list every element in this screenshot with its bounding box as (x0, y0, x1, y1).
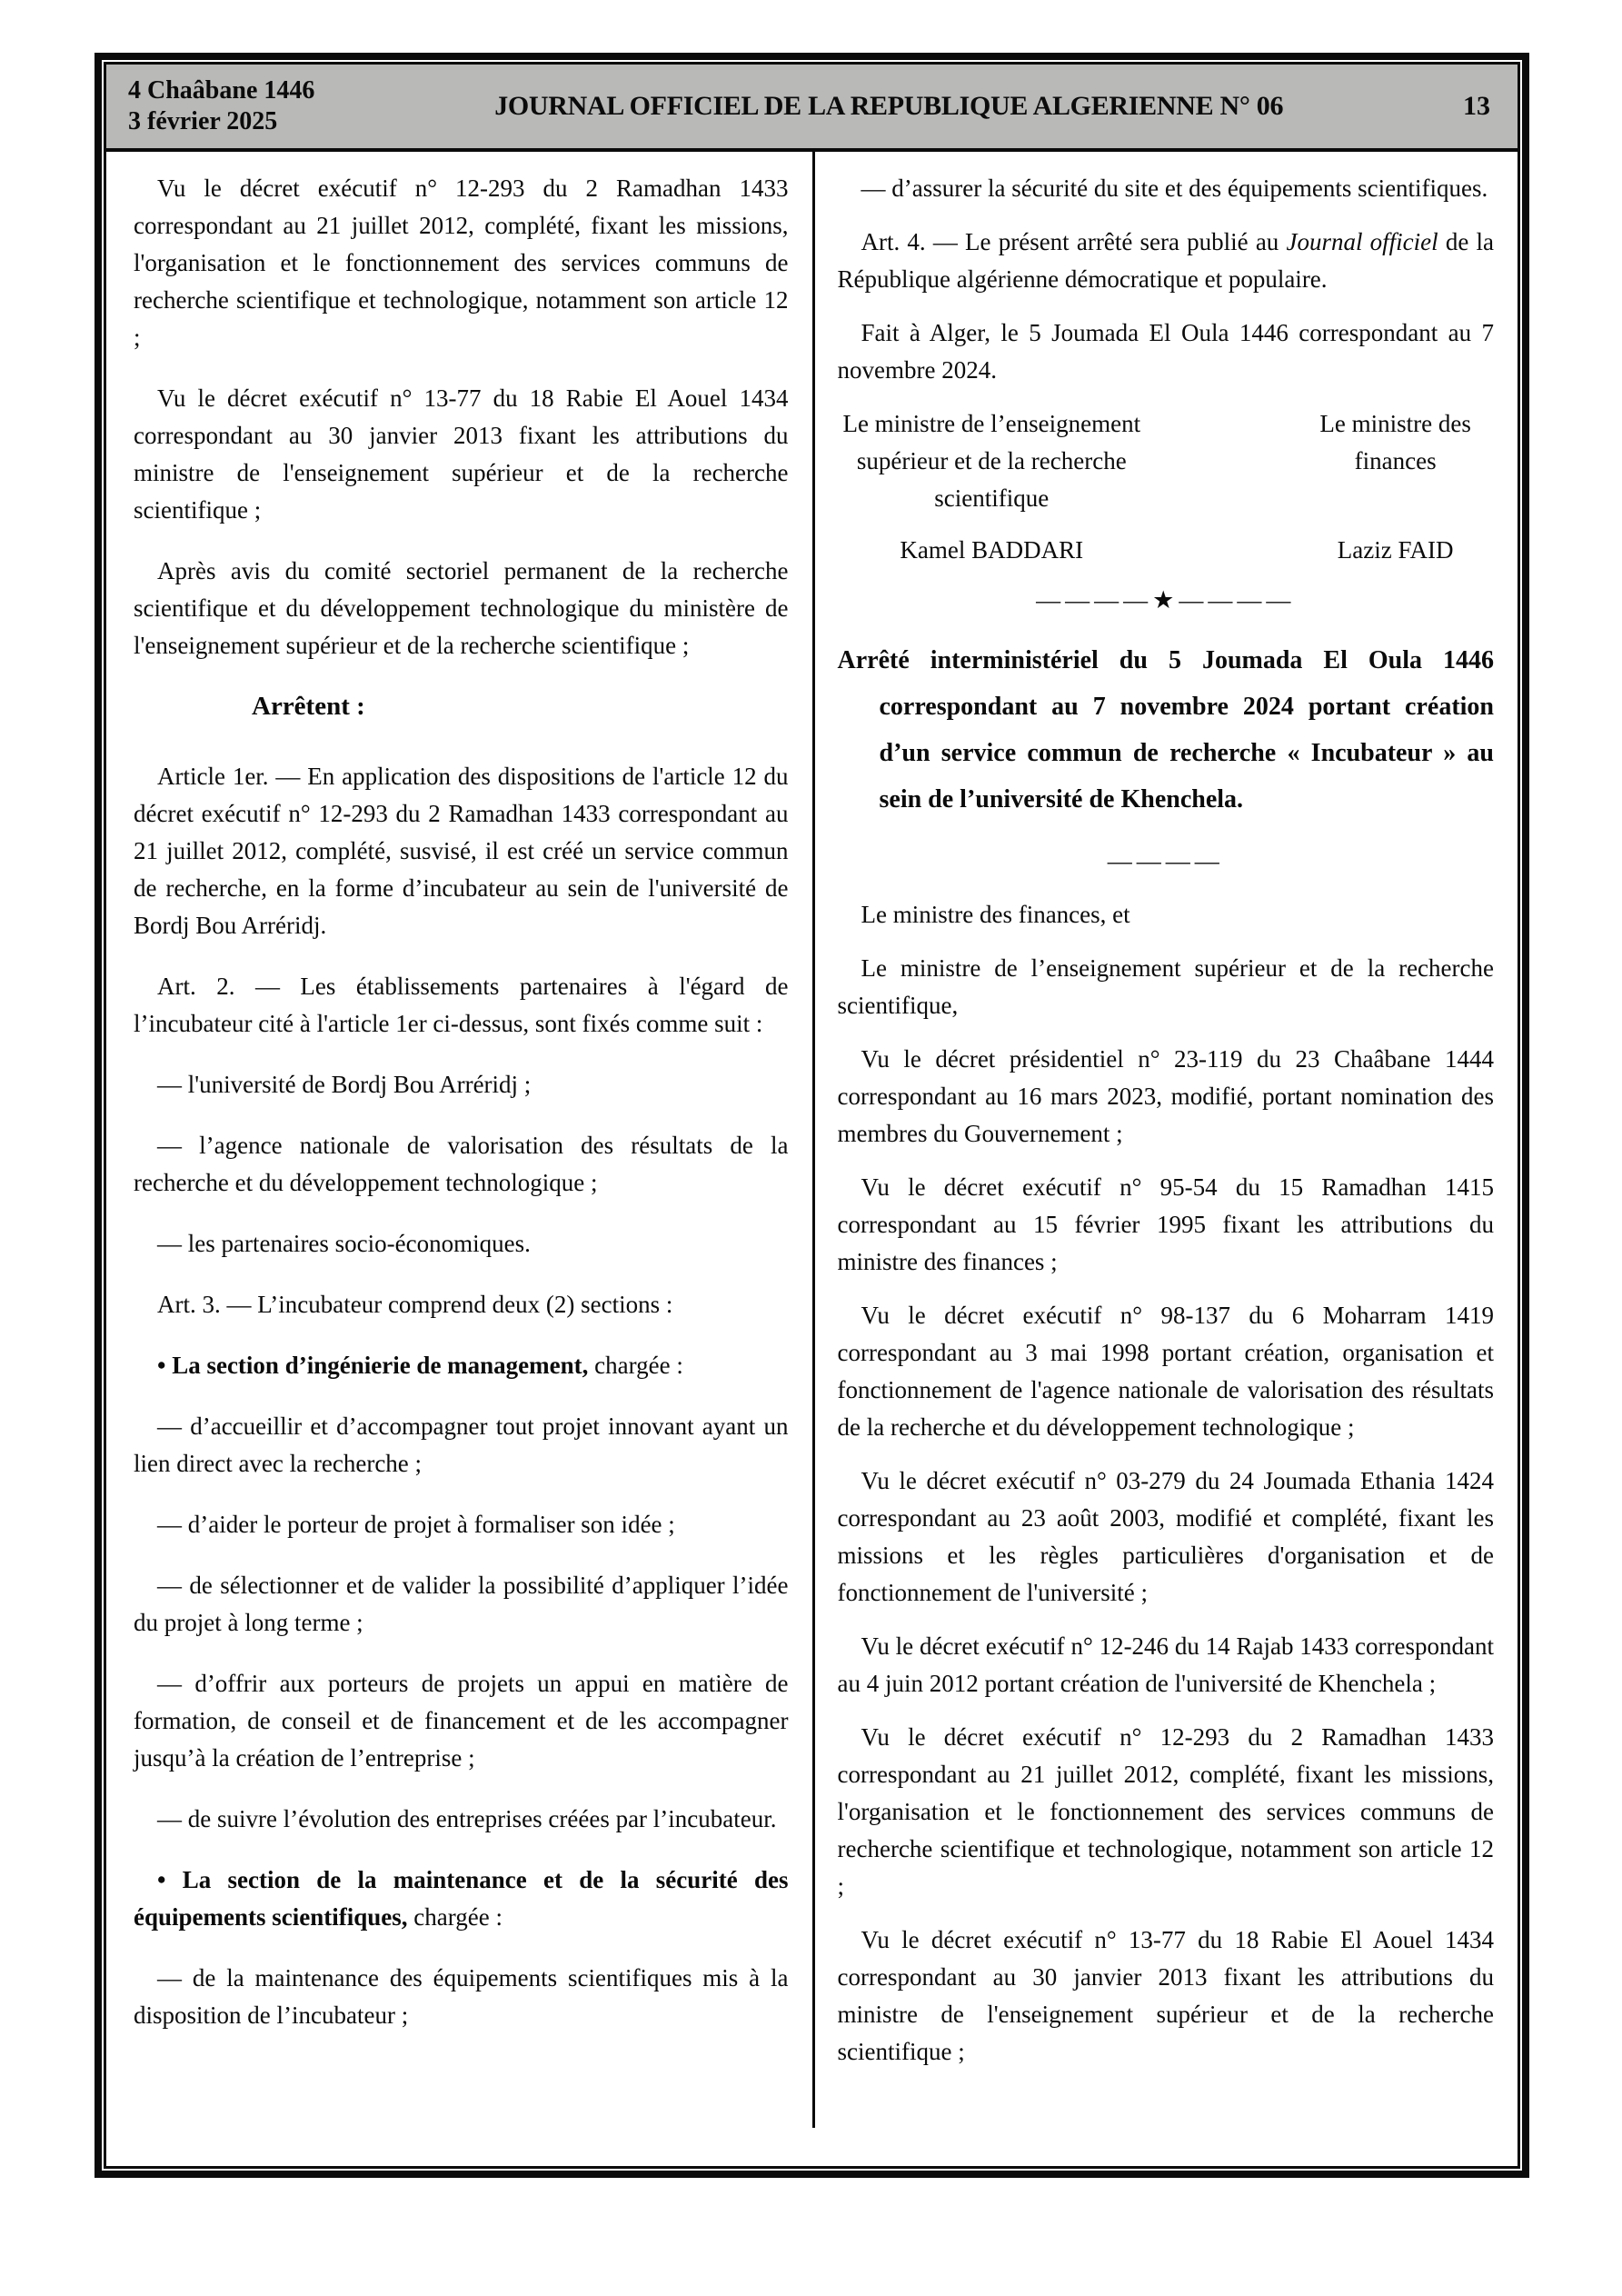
paragraph-section-maintenance: • La section de la maintenance et de la sécurité des équipements scientifiques, chargée : (134, 1866, 789, 1931)
signature-titles-left: Le ministre de l’enseignement supérieur et de la recherche scientifique (842, 410, 1141, 512)
page-content (106, 152, 1518, 2166)
paragraph-apres-avis: Après avis du comité sectoriel permanent de la recherche scientifique et du développement technologique du ministère de l'enseignement supérieur et de la recherche scientifique ; (134, 557, 789, 659)
page-frame (95, 53, 1529, 2178)
paragraph-vu-12-293-bis: Vu le décret exécutif n° 12-293 du 2 Ramadhan 1433 correspondant au 21 juillet 2012, complété, fixant les missions, l'organisation et le fonctionnement des services communs de recherche scientifique et technologique, notamment son article 12 ; (837, 1723, 1494, 1900)
heading-arretent: Arrêtent : (252, 692, 365, 721)
paragraph-article-1er: Article 1er. — En application des dispositions de l'article 12 du décret exécutif n° 12-293 du 2 Ramadhan 1433 correspondant au 21 juillet 2012, complété, susvisé, il est créé un service commun de recherche, en la forme d’incubateur au sein de l'université de Bordj Bou Arréridj. (134, 763, 789, 939)
signature-names (838, 532, 1495, 569)
paragraph-vu-98-137: Vu le décret exécutif n° 98-137 du 6 Moharram 1419 correspondant au 3 mai 1998 portant création, organisation et fonctionnement de l'agence nationale de valorisation des résultats de la recherche et du développement technologique ; (837, 1302, 1494, 1441)
list-item-offrir: — d’offrir aux porteurs de projets un appui en matière de formation, de conseil et de financement et de les accompagner jusqu’à la création de l’entreprise ; (134, 1670, 789, 1772)
left-column (106, 152, 812, 2166)
header-bar (106, 65, 1518, 152)
paragraph-vu-12-246: Vu le décret exécutif n° 12-246 du 14 Rajab 1433 correspondant au 4 juin 2012 portant création de l'université de Khenchela ; (837, 1632, 1494, 1697)
journal-title: JOURNAL OFFICIEL DE LA REPUBLIQUE ALGERIENNE N° 06 (494, 91, 1284, 121)
list-item-maintenance: — de la maintenance des équipements scientifiques mis à la disposition de l’incubateur ; (134, 1964, 789, 2029)
paragraph-section-ingenierie: • La section d’ingénierie de management, chargée : (157, 1352, 683, 1379)
paragraph-art-4: Art. 4. — Le présent arrêté sera publié au Journal officiel de la République algérienne démocratique et populaire. (837, 228, 1494, 293)
header-date-hijri: 4 Chaâbane 1446 (128, 76, 315, 105)
paragraph-vu-95-54: Vu le décret exécutif n° 95-54 du 15 Ramadhan 1415 correspondant au 15 février 1995 fixant les attributions du ministre des finances ; (837, 1173, 1494, 1275)
paragraph-vu-13-77-bis: Vu le décret exécutif n° 13-77 du 18 Rabie El Aouel 1434 correspondant au 30 janvier 2013 fixant les attributions du ministre de l'enseignement supérieur et de la recherche scientifique ; (837, 1926, 1494, 2065)
signature-titles (838, 405, 1495, 517)
page-number: 13 (1463, 91, 1490, 121)
list-item-accueillir: — d’accueillir et d’accompagner tout projet innovant ayant un lien direct avec la recherche ; (134, 1413, 789, 1477)
paragraph-vu-03-279: Vu le décret exécutif n° 03-279 du 24 Joumada Ethania 1424 correspondant au 23 août 2003, modifié et complété, fixant les missions et les règles particulières d'organisation et de fonctionnement de l'université ; (837, 1467, 1494, 1606)
list-item-partenaires: — les partenaires socio-économiques. (157, 1230, 531, 1257)
paragraph-art-3: Art. 3. — L’incubateur comprend deux (2) sections : (157, 1291, 673, 1318)
signature-names-left: Kamel BADDARI (900, 536, 1084, 564)
signature-titles-right: Le ministre des finances (1319, 410, 1471, 474)
arrete-title-khenchela: Arrêté interministériel du 5 Joumada El Oula 1446 correspondant au 7 novembre 2024 portant création d’un service commun de recherche « Incubateur » au sein de l’université de Khenchela. (837, 646, 1494, 814)
paragraph-vu-23-119: Vu le décret présidentiel n° 23-119 du 23 Chaâbane 1444 correspondant au 16 mars 2023, modifié, portant nomination des membres du Gouvernement ; (837, 1045, 1494, 1147)
right-column (812, 152, 1518, 2166)
list-item-assurer: — d’assurer la sécurité du site et des équipements scientifiques. (861, 175, 1488, 202)
header-date-gregorian: 3 février 2025 (128, 107, 278, 135)
list-item-universite: — l'université de Bordj Bou Arréridj ; (157, 1071, 532, 1098)
paragraph-ministre-enseignement: Le ministre de l’enseignement supérieur et de la recherche scientifique, (837, 954, 1494, 1019)
header-dates (128, 75, 314, 137)
list-item-agence: — l’agence nationale de valorisation des résultats de la recherche et du développement technologique ; (134, 1132, 789, 1196)
page-frame-inner (104, 62, 1520, 2169)
paragraph-vu-12-293: Vu le décret exécutif n° 12-293 du 2 Ramadhan 1433 correspondant au 21 juillet 2012, complété, fixant les missions, l'organisation et le fonctionnement des services communs de recherche scientifique et technologique, notamment son article 12 ; (134, 175, 789, 351)
dash-separator: ———— (1107, 847, 1224, 874)
column-divider (812, 152, 815, 2128)
list-item-selectionner: — de sélectionner et de valider la possibilité d’appliquer l’idée du projet à long terme ; (134, 1572, 789, 1636)
list-item-suivre: — de suivre l’évolution des entreprises créées par l’incubateur. (157, 1805, 777, 1832)
star-separator: ————★———— (1036, 586, 1296, 614)
paragraph-fait-a-alger: Fait à Alger, le 5 Joumada El Oula 1446 correspondant au 7 novembre 2024. (837, 319, 1494, 384)
paragraph-ministre-finances: Le ministre des finances, et (861, 901, 1130, 928)
signature-names-right: Laziz FAID (1337, 536, 1454, 564)
paragraph-vu-13-77: Vu le décret exécutif n° 13-77 du 18 Rabie El Aouel 1434 correspondant au 30 janvier 2013 fixant les attributions du ministre de l'enseignement supérieur et de la recherche scientifique ; (134, 384, 789, 524)
paragraph-art-2: Art. 2. — Les établissements partenaires à l'égard de l’incubateur cité à l'article 1er ci-dessus, sont fixés comme suit : (134, 973, 789, 1037)
list-item-aider: — d’aider le porteur de projet à formaliser son idée ; (157, 1511, 675, 1538)
